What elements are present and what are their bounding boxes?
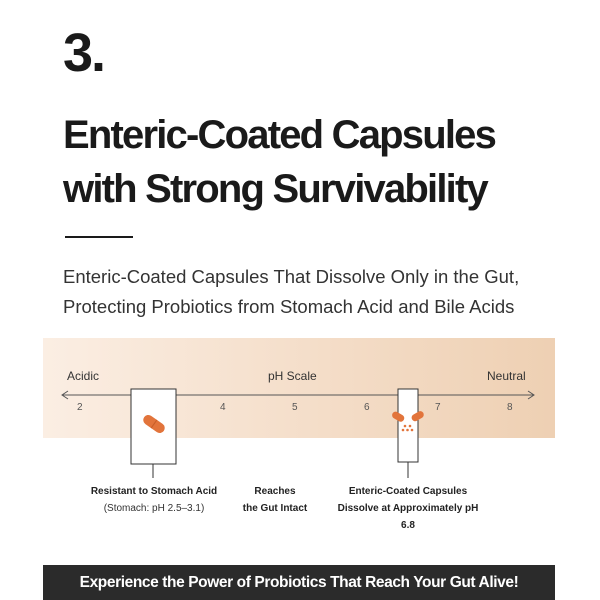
- gut-caption-line-2: Dissolve at Approximately pH 6.8: [337, 503, 479, 531]
- ph-tick-label: 2: [77, 402, 83, 413]
- gut-caption-line-1: Enteric-Coated Capsules: [348, 486, 468, 497]
- step-number: 3.: [63, 23, 105, 83]
- ph-scale-label: pH Scale: [268, 369, 317, 383]
- footer-banner: Experience the Power of Probiotics That Reach Your Gut Alive!: [43, 565, 555, 600]
- reaches-caption: [232, 483, 318, 517]
- stomach-caption-note: (Stomach: pH 2.5–3.1): [103, 503, 205, 514]
- ph-tick-label: 6: [364, 402, 370, 413]
- ph-acidic-label: Acidic: [67, 369, 100, 383]
- gut-caption: [335, 483, 481, 534]
- ph-neutral-label: Neutral: [487, 369, 526, 383]
- ph-tick-label: 7: [435, 402, 441, 413]
- subtitle-line-2: Protecting Probiotics from Stomach Acid and Bile Acids: [63, 296, 515, 317]
- title-line-1: Enteric-Coated Capsules: [63, 113, 496, 157]
- subtitle-line-1: Enteric-Coated Capsules That Dissolve Only in the Gut,: [63, 266, 520, 287]
- stomach-caption-title: Resistant to Stomach Acid: [90, 486, 218, 497]
- reaches-caption-line-1: Reaches: [254, 486, 296, 497]
- gut-stage-box: [398, 389, 418, 462]
- reaches-caption-line-2: the Gut Intact: [242, 503, 308, 514]
- stomach-caption: [88, 483, 220, 517]
- ph-tick-label: 4: [220, 402, 226, 413]
- ph-tick-label: 5: [292, 402, 298, 413]
- title-line-2: with Strong Survivability: [63, 167, 487, 211]
- ph-tick-label: 8: [507, 402, 513, 413]
